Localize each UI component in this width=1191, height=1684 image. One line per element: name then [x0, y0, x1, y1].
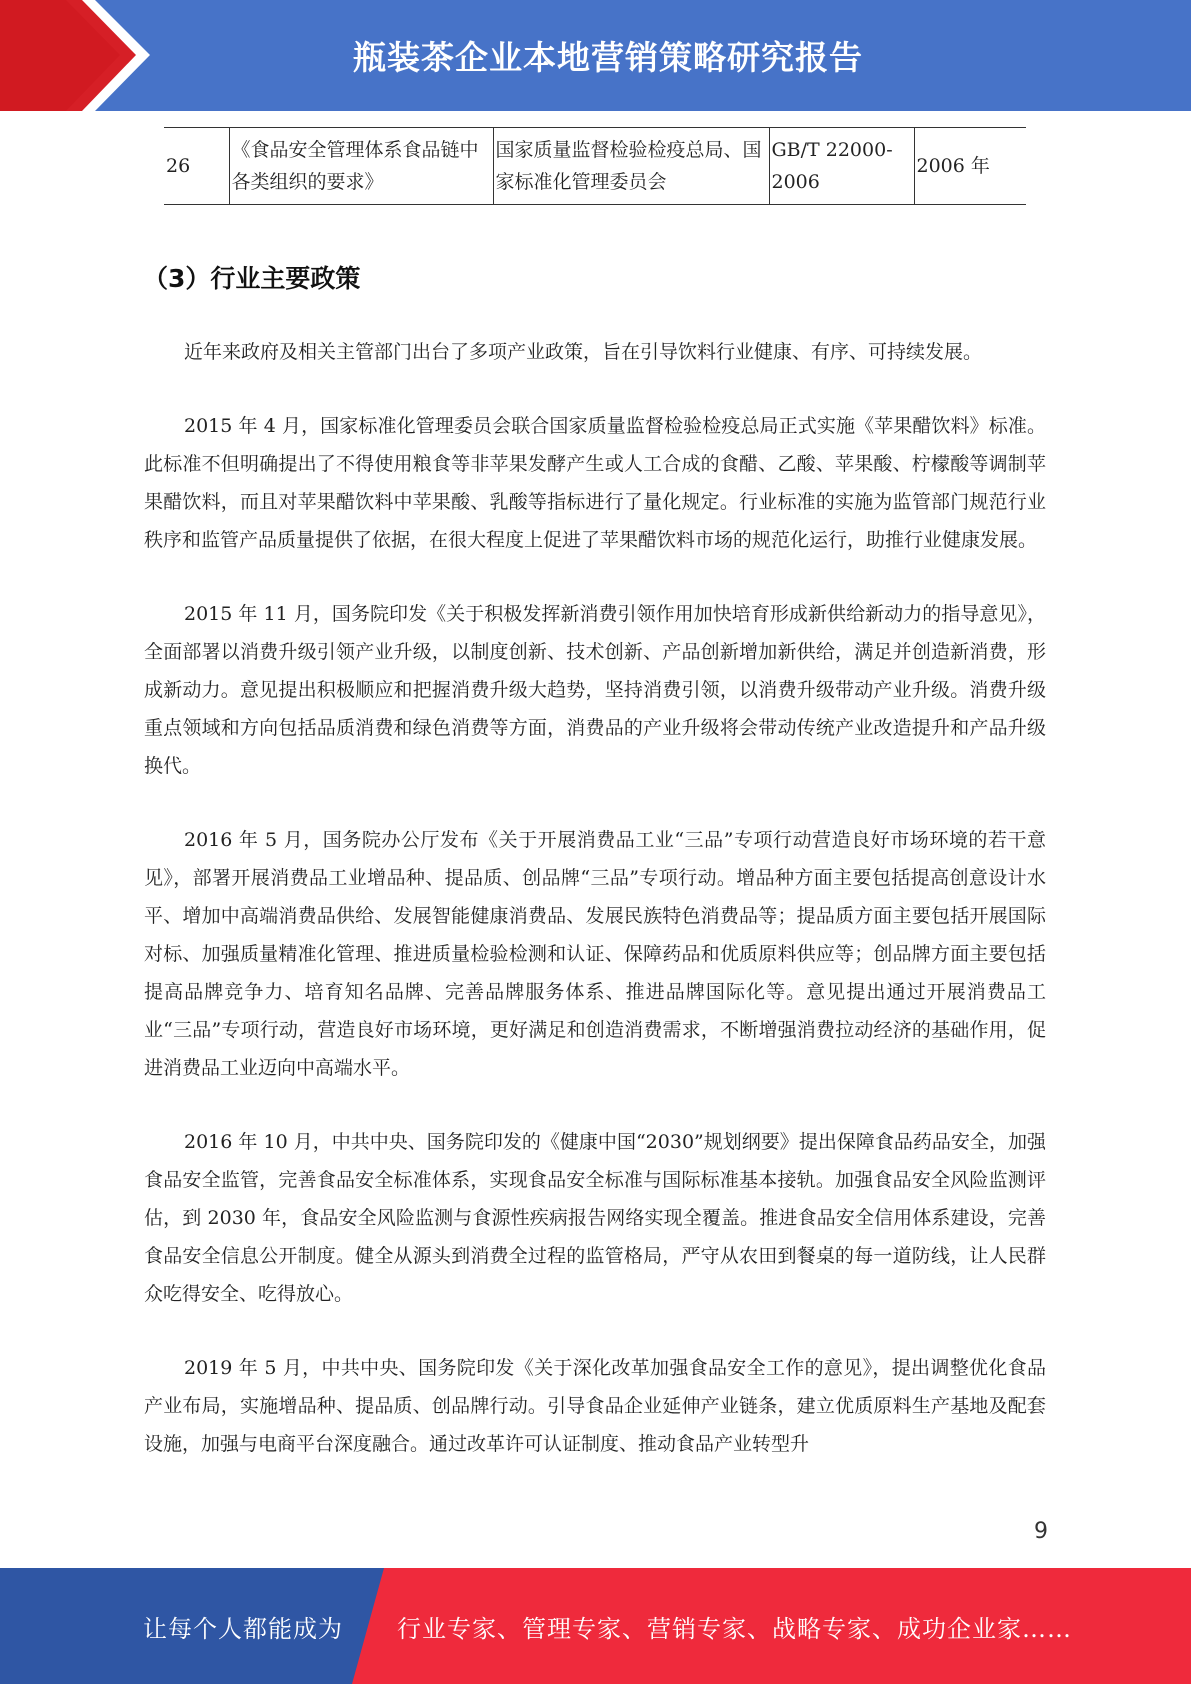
paragraph: 近年来政府及相关主管部门出台了多项产业政策，旨在引导饮料行业健康、有序、可持续发展。 [184, 341, 983, 363]
report-title: 瓶装茶企业本地营销策略研究报告 [353, 38, 863, 77]
standards-table [164, 127, 1026, 205]
body-content [144, 333, 1046, 1499]
issuing-authority: 国家质量监督检验检疫总局、国家标准化管理委员会 [493, 128, 769, 205]
section-heading: （3）行业主要政策 [143, 264, 361, 293]
paragraph: 2015 年 4 月，国家标准化管理委员会联合国家质量监督检验检疫总局正式实施《苹果醋饮料》标准。此标准不但明确提出了不得使用粮食等非苹果发酵产生或人工合成的食醋、乙酸、苹果酸、柠檬酸等调制苹果醋饮料，而且对苹果醋饮料中苹果酸、乳酸等指标进行了量化规定。行业标准的实施为监管部门规范行业秩序和监管产品质量提供了依据，在很大程度上促进了苹果醋饮料市场的规范化运行，助推行业健康发展。 [144, 415, 1046, 551]
page-number: 9 [1034, 1519, 1048, 1544]
standard-code: GB/T 22000-2006 [769, 128, 914, 205]
page-header [0, 0, 1191, 111]
paragraph: 2015 年 11 月，国务院印发《关于积极发挥新消费引领作用加快培育形成新供给新动力的指导意见》，全面部署以消费升级引领产业升级，以制度创新、技术创新、产品创新增加新供给，满足并创造新消费，形成新动力。意见提出积极顺应和把握消费升级大趋势，坚持消费引领，以消费升级带动产业升级。消费升级重点领域和方向包括品质消费和绿色消费等方面，消费品的产业升级将会带动传统产业改造提升和产品升级换代。 [144, 603, 1046, 777]
paragraph: 2016 年 5 月，国务院办公厅发布《关于开展消费品工业“三品”专项行动营造良好市场环境的若干意见》，部署开展消费品工业增品种、提品质、创品牌“三品”专项行动。增品种方面主要包括提高创意设计水平、增加中高端消费品供给、发展智能健康消费品、发展民族特色消费品等；提品质方面主要包括开展国际对标、加强质量精准化管理、推进质量检验检测和认证、保障药品和优质原料供应等；创品牌方面主要包括提高品牌竞争力、培育知名品牌、完善品牌服务体系、推进品牌国际化等。意见提出通过开展消费品工业“三品”专项行动，营造良好市场环境，更好满足和创造消费需求，不断增强消费拉动经济的基础作用，促进消费品工业迈向中高端水平。 [144, 829, 1046, 1079]
issue-year: 2006 年 [914, 128, 1026, 205]
row-number: 26 [164, 128, 229, 205]
standard-name: 《食品安全管理体系食品链中各类组织的要求》 [229, 128, 493, 205]
page-footer [0, 1568, 1191, 1684]
paragraph: 2016 年 10 月，中共中央、国务院印发的《健康中国“2030”规划纲要》提出保障食品药品安全，加强食品安全监管，完善食品安全标准体系，实现食品安全标准与国际标准基本接轨。加强食品安全风险监测评估，到 2030 年，食品安全风险监测与食源性疾病报告网络实现全覆盖。推进食品安全信用体系建设，完善食品安全信息公开制度。健全从源头到消费全过程的监管格局，严守从农田到餐桌的每一道防线，让人民群众吃得安全、吃得放心。 [144, 1131, 1046, 1305]
paragraph: 2019 年 5 月，中共中央、国务院印发《关于深化改革加强食品安全工作的意见》，提出调整优化食品产业布局，实施增品种、提品质、创品牌行动。引导食品企业延伸产业链条，建立优质原料生产基地及配套设施，加强与电商平台深度融合。通过改革许可认证制度、推动食品产业转型升 [144, 1357, 1046, 1455]
footer-slogan-right: 行业专家、管理专家、营销专家、战略专家、成功企业家…… [397, 1614, 1072, 1643]
footer-slogan-left: 让每个人都能成为 [143, 1614, 343, 1643]
table-row [164, 128, 1026, 205]
